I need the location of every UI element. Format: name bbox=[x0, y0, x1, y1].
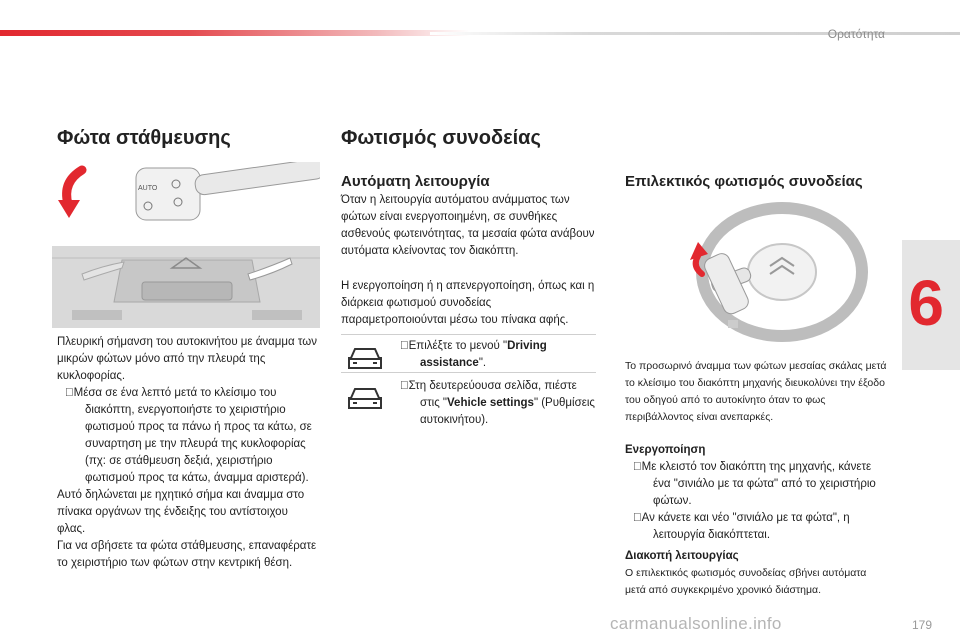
watermark: carmanualsonline.info bbox=[610, 614, 782, 633]
parking-lights-intro: Πλευρική σήμανση του αυτοκινήτου με άναμμα των μικρών φώτων μόνο από την πλευρά της κυκλοφορίας. bbox=[57, 336, 317, 382]
parking-lights-title: Φώτα στάθμευσης bbox=[57, 127, 231, 149]
parking-lights-signal-text: Αυτό δηλώνεται με ηχητικό σήμα και άναμμα στο πίνακα οργάνων της ένδειξης του αντίστοιχου φλας. bbox=[57, 489, 305, 535]
settings-text: Η ενεργοποίηση ή η απενεργοποίηση, όπως και η διάρκεια φωτισμού συνοδείας παραμετροποιούνται μέσω του πίνακα αφής. bbox=[341, 280, 595, 326]
divider bbox=[341, 334, 596, 335]
car-settings-icon bbox=[345, 344, 385, 372]
divider bbox=[341, 372, 596, 373]
stop-section bbox=[625, 548, 887, 599]
guide-me-home-title: Φωτισμός συνοδείας bbox=[341, 127, 541, 149]
activation-section bbox=[625, 442, 887, 544]
activation-title: Ενεργοποίηση bbox=[625, 444, 706, 456]
activation-bullet-2: Αν κάνετε και νέο "σινιάλο με τα φώτα", η λειτουργία διακόπτεται. bbox=[641, 512, 850, 541]
header-accent-bar bbox=[0, 30, 960, 36]
parking-lights-illustration bbox=[52, 162, 320, 328]
parking-lights-text bbox=[57, 334, 319, 572]
section-title: Ορατότητα bbox=[827, 27, 885, 41]
automatic-mode-subtitle: Αυτόματη λειτουργία bbox=[341, 173, 490, 190]
step-vehicle-settings: Στη δευτερεύουσα σελίδα, πιέστε στις "Vehicle settings" (Ρυθμίσεις αυτοκινήτου). bbox=[408, 380, 595, 426]
automatic-mode-text: Όταν η λειτουργία αυτόματου ανάμματος των φώτων είναι ενεργοποιημένη, σε συνθήκες ασθενούς φωτεινότητας, τα μεσαία φώτα ανάβουν αυτόματα κλείνοντας τον διακόπτη. bbox=[341, 194, 595, 257]
chapter-number: 6 bbox=[908, 267, 944, 339]
stop-text: Ο επιλεκτικός φωτισμός συνοδείας σβήνει αυτόματα μετά από συγκεκριμένο χρονικό διάστημα. bbox=[625, 567, 867, 596]
page-number: 179 bbox=[911, 618, 932, 632]
activation-bullet-1: Με κλειστό τον διακόπτη της μηχανής, κάνετε ένα "σινιάλο με τα φώτα" από το χειριστήριο φώτων. bbox=[641, 461, 876, 507]
car-settings-icon bbox=[345, 384, 385, 412]
step-driving-assistance: Επιλέξτε το μενού "Driving assistance". bbox=[408, 340, 547, 369]
selective-lighting-text: Το προσωρινό άναμμα των φώτων μεσαίας σκάλας μετά το κλείσιμο του διακόπτη μηχανής διευκολύνει την έξοδο του οδηγού από το αυτοκίνητο όταν το φως περιβάλλοντος είναι ανεπαρκές. bbox=[625, 360, 887, 423]
parking-lights-off-text: Για να σβήσετε τα φώτα στάθμευσης, επαναφέρατε το χειριστήριο των φώτων στην κεντρική θέση. bbox=[57, 540, 317, 569]
selective-lighting-title: Επιλεκτικός φωτισμός συνοδείας bbox=[625, 173, 863, 190]
stop-title: Διακοπή λειτουργίας bbox=[625, 550, 739, 562]
steering-wheel-illustration bbox=[632, 200, 882, 345]
parking-lights-bullet: Μέσα σε ένα λεπτό μετά το κλείσιμο του διακόπτη, ενεργοποιήστε το χειριστήριο φωτισμού προς τα πάνω ή προς τα κάτω, σε συναρτηση με την πλευρά της κυκλοφορίας (πχ: σε στάθμευση δεξιά, χειριστήριο φωτισμού προς τα κάτω, άναμμα αριστερά). bbox=[73, 387, 312, 484]
auto-label: AUTO bbox=[138, 185, 158, 192]
